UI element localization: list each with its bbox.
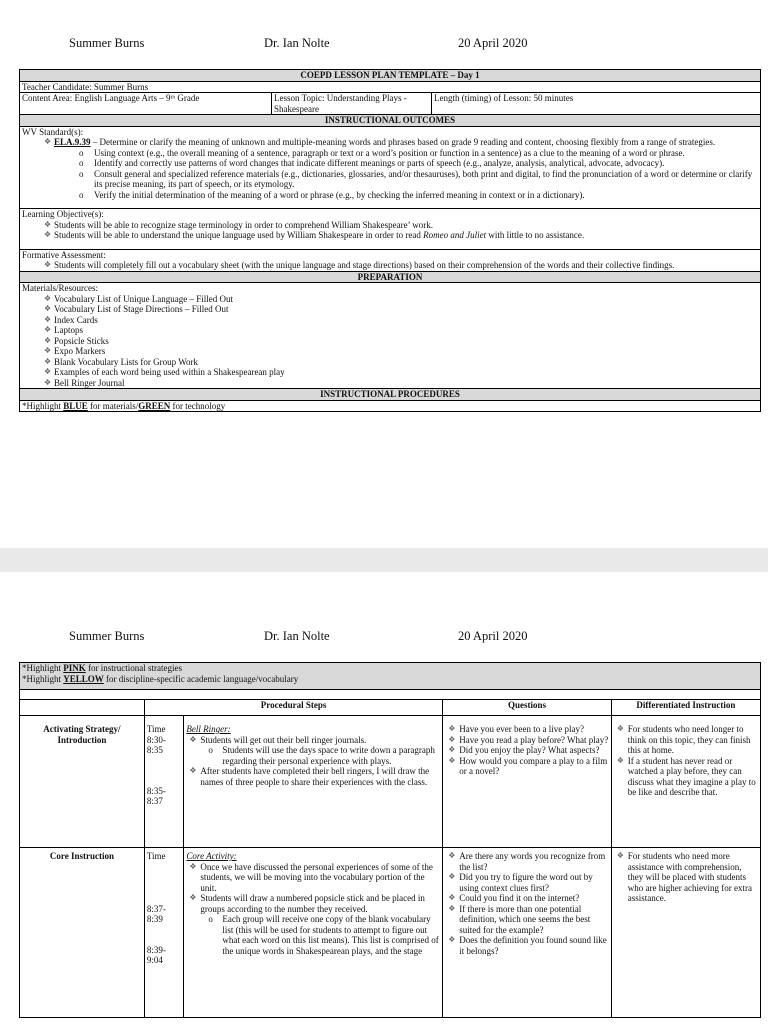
materials-cell: [20, 283, 761, 389]
material-item: ❖ Vocabulary List of Unique Language – Filled Out: [22, 294, 758, 305]
legend-text: for instructional strategies: [85, 663, 182, 673]
note-text: *Highlight: [22, 400, 64, 411]
time-label: Time: [146, 851, 166, 861]
time-value: 8:37-8:39: [146, 903, 166, 924]
sub-item: o Consult general and specialized reference materials (e.g., dictionaries, glossaries, and/or thesauruses), both print and digital, to find the pronunciation of a word or determine or clarify its precise meaning, its part of speech, or its etymology.: [22, 169, 758, 190]
question-item: ❖ Did you try to figure the word out by using context clues first?: [445, 872, 609, 893]
highlight-green: GREEN: [138, 400, 171, 411]
sub-item: o Using context (e.g., the overall meaning of a sentence, paragraph or text or a word’s position or function in a sentence) as a clue to the meaning of a word or phrase.: [22, 148, 758, 159]
material-item: ❖ Bell Ringer Journal: [22, 378, 758, 389]
material-item: ❖ Expo Markers: [22, 346, 758, 357]
lesson-plan-table: [19, 69, 761, 412]
material-item: ❖ Laptops: [22, 325, 758, 336]
header-date: 20 April 2020: [458, 36, 528, 50]
procedures-band: INSTRUCTIONAL PROCEDURES: [20, 389, 761, 401]
col-questions: Questions: [443, 700, 612, 716]
legend-text: *Highlight: [22, 673, 64, 684]
col-differentiated: Differentiated Instruction: [611, 700, 760, 716]
materials-label: Materials/Resources:: [22, 283, 98, 293]
note-text: for materials/: [87, 400, 139, 411]
diff-item: ❖ For students who need more assistance with comprehension, they will be placed with students who are higher achieving for extra assistance.: [614, 851, 758, 904]
highlight-yellow: YELLOW: [63, 673, 104, 684]
diff-item: ❖ For students who need longer to think on this topic, they can finish this at home.: [614, 724, 758, 756]
spacer-row: [20, 690, 761, 700]
time-value: 8:39-9:04: [146, 944, 166, 965]
core-activity-heading: Core Activity:: [186, 851, 237, 861]
standard-text: – Determine or clarify the meaning of unknown and multiple-meaning words and phrases based on grade 9 reading and content, choosing flexibly from a range of strategies.: [90, 137, 716, 147]
outcomes-band: INSTRUCTIONAL OUTCOMES: [20, 115, 761, 127]
formative-assessment-label: Formative Assessment:: [22, 249, 106, 260]
time-value: 8:30-8:35: [146, 734, 166, 755]
header-instructor: Dr. Ian Nolte: [264, 629, 330, 643]
lesson-length: Length (timing) of Lesson: 50 minutes: [432, 93, 761, 115]
time-gap: [147, 925, 182, 945]
objective-text-end: with little to no assistance.: [486, 230, 585, 240]
highlight-pink: PINK: [63, 663, 86, 673]
sub-item: o Verify the initial determination of the meaning of a word or phrase (e.g., by checking the inferred meaning in context or in a dictionary).: [22, 190, 758, 201]
differentiated-cell: [611, 848, 760, 1018]
highlight-legend: [20, 663, 761, 690]
wv-standards-label: WV Standard(s):: [22, 126, 84, 137]
objective-item: [22, 230, 758, 241]
legend-pink: [22, 663, 758, 674]
blank-header: [20, 700, 145, 716]
title-band: COEPD LESSON PLAN TEMPLATE – Day 1: [20, 70, 761, 82]
question-item: ❖ Have you read a play before? What play?: [445, 735, 609, 746]
formative-assessment-cell: [20, 249, 761, 271]
sub-item: o Identify and correctly use patterns of word changes that indicate different meanings or parts of speech (e.g., analyze, analysis, analytical, advocate, advocacy).: [22, 158, 758, 169]
time-cell: [144, 848, 184, 1018]
preparation-band: PREPARATION: [20, 271, 761, 283]
core-activity-steps: [184, 848, 443, 1018]
question-item: ❖ How would you compare a play to a film or a novel?: [445, 756, 609, 777]
questions-cell: [443, 848, 612, 1018]
sub-step-item: o Students will use the days space to write down a paragraph regarding their personal experience with plays.: [186, 745, 440, 766]
step-item: ❖ After students have completed their bell ringers, I will draw the names of three people to share their experiences with the class.: [186, 766, 440, 787]
header-name: Summer Burns: [69, 629, 145, 643]
col-procedural-steps: Procedural Steps: [144, 700, 442, 716]
time-value: 8:35-8:37: [146, 785, 166, 806]
lesson-topic: Lesson Topic: Understanding Plays - Shakespeare: [272, 93, 432, 115]
question-item: ❖ Could you find it on the internet?: [445, 893, 609, 904]
material-item: ❖ Popsicle Sticks: [22, 336, 758, 347]
time-gap: [147, 756, 182, 786]
bell-ringer-heading: Bell Ringer:: [186, 724, 231, 734]
row-activating-label: Activating Strategy/ Introduction: [20, 716, 145, 848]
assessment-item: ❖ Students will completely fill out a vocabulary sheet (with the unique language and stage directions) based on their comprehension of the words and their collective findings.: [22, 260, 758, 271]
legend-text: *Highlight: [22, 663, 64, 673]
note-text: for technology: [170, 400, 226, 411]
bell-ringer-steps: [184, 716, 443, 848]
standard-item: [22, 137, 758, 148]
step-item: ❖ Students will get out their bell ringer journals.: [186, 735, 440, 746]
header-instructor: Dr. Ian Nolte: [264, 36, 330, 50]
differentiated-cell: [611, 716, 760, 848]
step-item: ❖ Once we have discussed the personal experiences of some of the students, we will be moving into the vocabulary portion of the unit.: [186, 862, 440, 894]
material-item: ❖ Index Cards: [22, 315, 758, 326]
play-title: Romeo and Juliet: [423, 230, 487, 240]
question-item: ❖ Are there any words you recognize from the list?: [445, 851, 609, 872]
header-date: 20 April 2020: [458, 629, 528, 643]
learning-objectives-label: Learning Objective(s):: [22, 209, 104, 219]
objective-text: Students will be able to understand the unique language used by William Shakespeare in order to read: [54, 230, 424, 240]
learning-objectives-cell: [20, 209, 761, 250]
time-label: Time: [146, 724, 166, 734]
question-item: ❖ If there is more than one potential definition, which one seems the best suited for the example?: [445, 904, 609, 936]
highlight-blue: BLUE: [63, 400, 88, 411]
highlight-note: [20, 400, 761, 412]
legend-yellow: [22, 674, 758, 685]
objective-item: ❖ Students will be able to recognize stage terminology in order to comprehend William Shakespeare’ work.: [22, 220, 758, 231]
standard-code: ELA.9.39: [54, 137, 91, 147]
legend-text: for discipline-specific academic language/vocabulary: [103, 673, 299, 684]
teacher-candidate: Teacher Candidate: Summer Burns: [20, 81, 761, 93]
diff-item: ❖ If a student has never read or watched a play before, they can discuss what they imagine a play to be like and describe that.: [614, 756, 758, 798]
sub-step-item: o Each group will receive one copy of the blank vocabulary list (this will be used for students to attempt to figure out what each word on this list means). This list is comprised of the unique words in Shakespearean plays, and the stage: [186, 914, 440, 956]
standards-cell: [20, 126, 761, 209]
question-item: ❖ Does the definition you found sound like it belongs?: [445, 935, 609, 956]
step-item: ❖ Students will draw a numbered popsicle stick and be placed in groups according to the number they received.: [186, 893, 440, 914]
procedures-table: [19, 662, 761, 1018]
material-item: ❖ Examples of each word being used within a Shakespearean play: [22, 367, 758, 378]
material-item: ❖ Vocabulary List of Stage Directions – Filled Out: [22, 304, 758, 315]
question-item: ❖ Have you ever been to a live play?: [445, 724, 609, 735]
question-item: ❖ Did you enjoy the play? What aspects?: [445, 745, 609, 756]
material-item: ❖ Blank Vocabulary Lists for Group Work: [22, 357, 758, 368]
row-core-label: Core Instruction: [20, 848, 145, 1018]
header-name: Summer Burns: [69, 36, 145, 50]
questions-cell: [443, 716, 612, 848]
content-area: Content Area: English Language Arts – 9ᵗʰ Grade: [20, 93, 272, 115]
time-gap: [147, 862, 182, 904]
time-cell: [144, 716, 184, 848]
